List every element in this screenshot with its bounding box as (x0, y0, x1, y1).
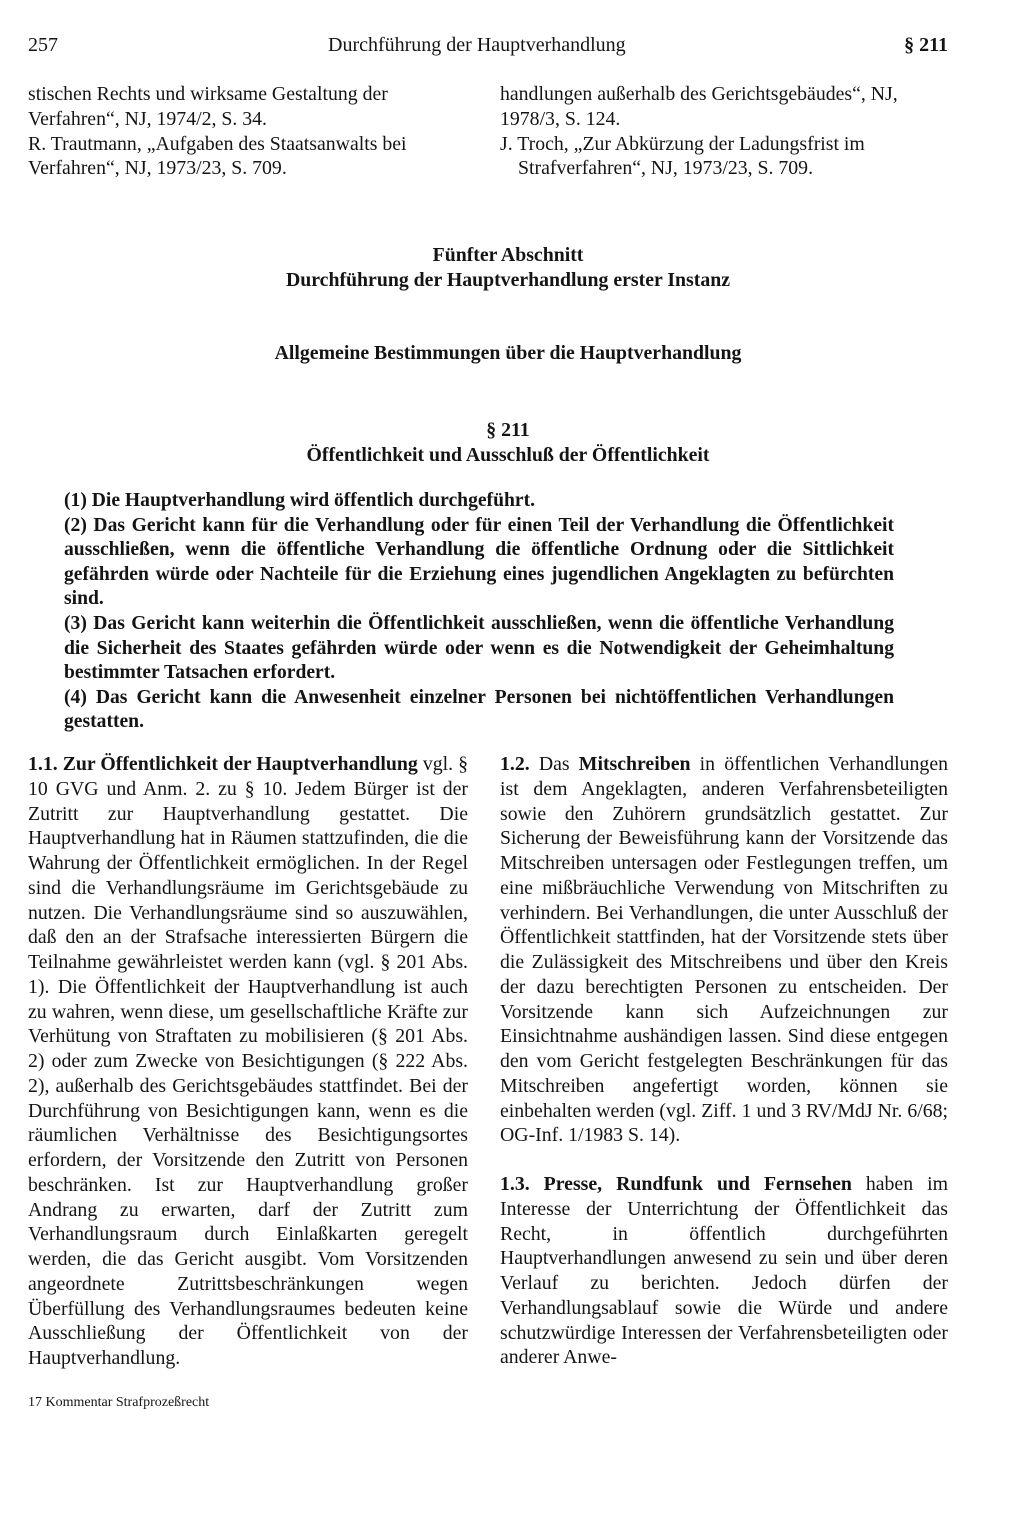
reference-entry: stischen Rechts und wirksame Gestaltung der Verfahren“, NJ, 1974/2, S. 34. (28, 83, 388, 130)
references-right-column (500, 82, 948, 181)
reference-entry: R. Trautmann, „Aufgaben des Staatsanwalts bei Verfahren“, NJ, 1973/23, S. 709. (28, 132, 407, 180)
statute-subsection: (4) Das Gericht kann die Anwesenheit einzelner Personen bei nichtöffentlichen Verhandlungen gestatten. (64, 686, 894, 733)
statute-text (64, 489, 894, 735)
commentary-note-1-3 (500, 1172, 948, 1370)
note-number: 1.2. (500, 753, 530, 775)
commentary-left-column (28, 752, 468, 1371)
section-marker: § 211 (904, 34, 948, 56)
page-header (28, 32, 948, 62)
paragraph-heading (28, 418, 988, 468)
commentary-right-column (500, 752, 948, 1370)
statute-subsection: (2) Das Gericht kann für die Verhandlung oder für einen Teil der Verhandlung die Öffentlichkeit ausschließen, wenn die öffentliche Verhandlung die öffentliche Ordnung oder die Sittlichkeit gefährden würde oder Nachteile für die Erziehung eines jugendlichen Angeklagten zu befürchten sind. (64, 514, 894, 610)
references-left-column (28, 82, 476, 181)
note-lead: Mitschreiben (578, 753, 691, 775)
note-text: in öffentlichen Verhandlungen ist dem Angeklagten, anderen Verfahrensbeteiligten sowie den Zuhörern grundsätzlich gestattet. Zur Sicherung der Beweisführung kann der Vorsitzende das Mitschreiben untersagen oder Festlegungen treffen, um eine mißbräuchliche Verwendung von Mitschriften zu verhindern. Bei Verhandlungen, die unter Ausschluß der Öffentlichkeit stattfinden, hat der Vorsitzende stets über die Zulässigkeit des Mitschreibens und über den Kreis der dazu berechtigten Personen zu entscheiden. Der Vorsitzende kann sich Aufzeichnungen zur Einsichtnahme aushändigen lassen. Sind diese entgegen den vom Gericht festgelegten Beschränkungen für das Mitschreiben angefertigt worden, können sie einbehalten werden (vgl. Ziff. 1 und 3 RV/MdJ Nr. 6/68; OG-Inf. 1/1983 S. 14). (500, 753, 948, 1147)
commentary-note-1-1 (28, 752, 468, 1371)
page-footer: 17 Kommentar Strafprozeßrecht (28, 1395, 210, 1410)
note-text-before: Das (538, 753, 570, 775)
note-number: 1.3. (500, 1173, 530, 1195)
section-group-title: Allgemeine Bestimmungen über die Hauptverhandlung (274, 342, 742, 364)
chapter-title: Fünfter Abschnitt (432, 244, 584, 266)
note-lead: Zur Öffentlichkeit der Hauptverhandlung (62, 753, 418, 775)
chapter-heading (28, 243, 988, 293)
note-lead: Presse, Rundfunk und Fernsehen (543, 1173, 852, 1195)
paragraph-title: Öffentlichkeit und Ausschluß der Öffentlichkeit (306, 444, 710, 466)
statute-subsection: (3) Das Gericht kann weiterhin die Öffentlichkeit ausschließen, wenn die öffentliche Verhandlung die Sicherheit des Staates gefährden würde oder wenn es die Notwendigkeit der Geheimhaltung bestimmter Tatsachen erfordert. (64, 612, 894, 684)
commentary-note-1-2 (500, 752, 948, 1148)
note-text: haben im Interesse der Unterrichtung der Öffentlichkeit das Recht, in öffentlich durchgeführten Hauptverhandlungen anwesend zu sein und über deren Verlauf zu berichten. Jedoch dürfen der Verhandlungsablauf sowie die Würde und andere schutzwürdige Interessen der Verfahrensbeteiligten oder anderer Anwe- (500, 1173, 948, 1369)
page-number: 257 (28, 34, 58, 56)
section-group-heading (28, 341, 988, 366)
note-text: vgl. § 10 GVG und Anm. 2. zu § 10. Jedem Bürger ist der Zutritt zur Hauptverhandlung gestattet. Die Hauptverhandlung hat in Räumen stattzufinden, die die Wahrung der Öffentlichkeit ermöglichen. In der Regel sind die Verhandlungsräume im Gerichtsgebäude zu nutzen. Die Verhandlungsräume sind so auszuwählen, daß den an der Strafsache interessierten Bürgern die Teilnahme gewährleistet werden kann (vgl. § 201 Abs. 1). Die Öffentlichkeit der Hauptverhandlung ist auch zu wahren, wenn diese, um gesellschaftliche Kräfte zur Verhütung von Straftaten zu mobilisieren (§ 201 Abs. 2) oder zum Zwecke von Besichtigungen (§ 222 Abs. 2), außerhalb des Gerichtsgebäudes stattfindet. Bei der Durchführung von Besichtigungen kann, wenn es die räumlichen Verhältnisse des Besichtigungsortes erfordern, der Vorsitzende den Zutritt von Personen beschränken. Ist zur Hauptverhandlung großer Andrang zu erwarten, darf der Zutritt zum Verhandlungsraum durch Einlaßkarten geregelt werden, die das Gericht ausgibt. Vom Vorsitzenden angeordnete Zutrittsbeschränkungen wegen Überfüllung des Verhandlungsraumes bedeuten keine Ausschließung der Öffentlichkeit von der Hauptverhandlung. (28, 753, 469, 1369)
chapter-subtitle: Durchführung der Hauptverhandlung erster Instanz (285, 269, 731, 291)
reference-entry: handlungen außerhalb des Gerichtsgebäudes“, NJ, 1978/3, S. 124. (500, 83, 898, 130)
paragraph-number: § 211 (486, 419, 530, 441)
running-title: Durchführung der Hauptverhandlung (328, 34, 626, 56)
statute-subsection: (1) Die Hauptverhandlung wird öffentlich durchgeführt. (64, 490, 535, 511)
note-number: 1.1. (28, 753, 58, 775)
reference-entry: J. Troch, „Zur Abkürzung der Ladungsfrist im Strafverfahren“, NJ, 1973/23, S. 709. (500, 132, 865, 180)
